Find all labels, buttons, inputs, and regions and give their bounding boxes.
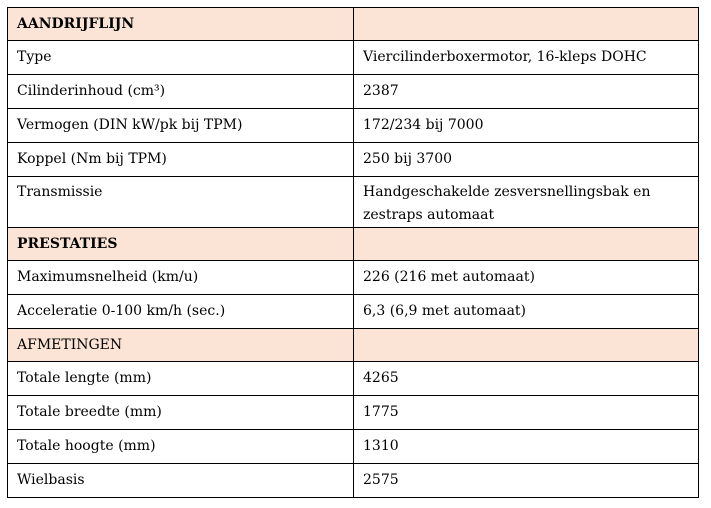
row-label: Koppel (Nm bij TPM) [8,143,354,177]
section-empty-cell [354,228,699,261]
table-row [8,75,699,109]
row-label: Transmissie [8,177,354,228]
row-label: Vermogen (DIN kW/pk bij TPM) [8,109,354,143]
section-empty-cell [354,8,699,41]
table-row [8,41,699,75]
section-empty-cell [354,329,699,362]
table-row [8,177,699,228]
row-label: Totale lengte (mm) [8,362,354,396]
row-label: Acceleratie 0-100 km/h (sec.) [8,295,354,329]
table-row [8,362,699,396]
table-row [8,464,699,498]
row-value: Viercilinderboxermotor, 16-kleps DOHC [354,41,699,75]
table-row [8,295,699,329]
table-row [8,143,699,177]
row-label: Totale breedte (mm) [8,396,354,430]
section-header-prestaties [8,228,699,261]
row-label: Wielbasis [8,464,354,498]
row-value: 2387 [354,75,699,109]
section-header-aandrijflijn [8,8,699,41]
row-value: 4265 [354,362,699,396]
row-label: Maximumsnelheid (km/u) [8,261,354,295]
row-value: 226 (216 met automaat) [354,261,699,295]
row-value: 172/234 bij 7000 [354,109,699,143]
section-title: PRESTATIES [8,228,354,261]
row-value: 1310 [354,430,699,464]
table-row [8,109,699,143]
section-title: AANDRIJFLIJN [8,8,354,41]
row-label: Cilinderinhoud (cm³) [8,75,354,109]
table-row [8,396,699,430]
row-value: Handgeschakelde zesversnellingsbak en zestraps automaat [354,177,699,228]
row-value: 2575 [354,464,699,498]
row-value: 250 bij 3700 [354,143,699,177]
row-value: 6,3 (6,9 met automaat) [354,295,699,329]
row-label: Totale hoogte (mm) [8,430,354,464]
section-header-afmetingen [8,329,699,362]
table-row [8,261,699,295]
row-value: 1775 [354,396,699,430]
row-label: Type [8,41,354,75]
section-title: AFMETINGEN [8,329,354,362]
spec-table [7,7,699,498]
table-row [8,430,699,464]
